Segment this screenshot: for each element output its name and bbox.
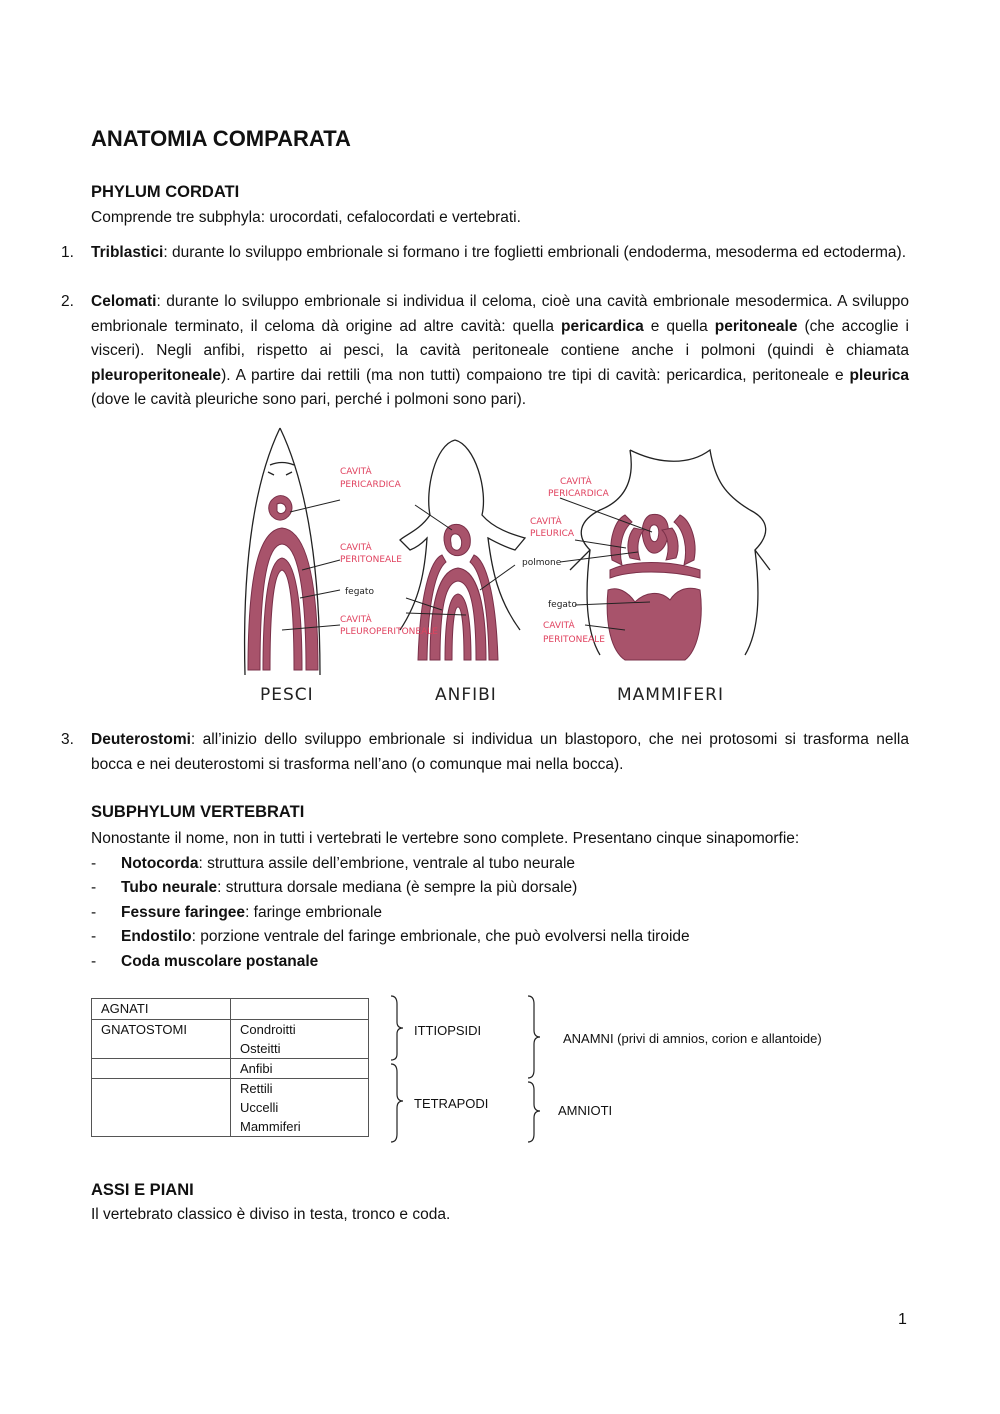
bullet-dash: -: [91, 904, 97, 921]
table-row: [92, 1079, 369, 1137]
label-cavita: CAVITÀ: [340, 543, 372, 553]
label-pleurica: PLEURICA: [530, 529, 575, 539]
list-item-deuterostomi: [61, 728, 909, 777]
term-endostilo: Endostilo: [121, 928, 192, 945]
label-fegato: fegato: [345, 587, 374, 597]
section-heading-assi-e-piani: ASSI E PIANI: [91, 1181, 194, 1199]
table-row: [92, 1059, 369, 1079]
table-cell: [231, 1020, 369, 1059]
item-text: e quella: [643, 317, 715, 335]
label-peritoneale: PERITONEALE: [340, 555, 402, 565]
label-anfibi: ANFIBI: [435, 685, 497, 705]
page-number: 1: [898, 1311, 907, 1328]
brace-ittiopsidi: [391, 996, 403, 1060]
item-text: (dove le cavità pleuriche sono pari, perché i polmoni sono pari).: [91, 391, 527, 408]
table-row: [92, 1020, 369, 1059]
label-fegato: fegato: [548, 600, 577, 610]
item-text: : durante lo sviluppo embrionale si individua il celoma, cioè una cavità embrionale mesodermica. A sviluppo embrionale terminato, il celoma dà origine ad altre cavità: quella: [91, 293, 909, 335]
term-notocorda: Notocorda: [121, 855, 199, 872]
label-pesci: PESCI: [260, 685, 314, 705]
page-title: ANATOMIA COMPARATA: [91, 126, 351, 151]
label-polmone: polmone: [522, 558, 562, 568]
label-pericardica: PERICARDICA: [548, 489, 609, 499]
section-heading-phylum-cordati: PHYLUM CORDATI: [91, 183, 240, 201]
cell-line: Osteitti: [240, 1041, 281, 1056]
table-cell: Anfibi: [231, 1059, 369, 1079]
amphibian-lung: [445, 594, 471, 660]
label-cavita: CAVITÀ: [340, 467, 372, 477]
leader-line: [290, 500, 340, 512]
term-peritoneale: peritoneale: [714, 317, 798, 335]
label-anamni: ANAMNI (privi di amnios, corion e allantoide): [563, 1031, 822, 1046]
item-number: 2.: [61, 293, 74, 310]
item-number: 1.: [61, 244, 74, 261]
table-cell: [231, 1079, 369, 1137]
bullet-text: : porzione ventrale del faringe embrionale, che può evolversi nella tiroide: [191, 928, 690, 945]
coelom-cavities-figure: [230, 420, 790, 710]
label-ittiopsidi: ITTIOPSIDI: [414, 1023, 482, 1038]
fish-peritoneal-inner: [263, 558, 302, 670]
bullet-text: : struttura dorsale mediana (è sempre la più dorsale): [217, 879, 578, 896]
term-triblastici: Triblastici: [91, 244, 164, 261]
fish-eye-right: [286, 472, 292, 475]
fish-pericardial-cavity: [269, 496, 292, 520]
vertebrati-intro: Nonostante il nome, non in tutti i vertebrati le vertebre sono complete. Presentano cinque sinapomorfie:: [91, 830, 800, 847]
leader-line: [560, 498, 652, 532]
section-heading-subphylum-vertebrati: SUBPHYLUM VERTEBRATI: [91, 803, 305, 821]
cell-line: Uccelli: [240, 1100, 279, 1115]
item-text: : all’inizio dello sviluppo embrionale si individua un blastoporo, che nei protosomi si trasforma nella bocca e nei deuterostomi si trasforma nell’ano (o comunque mai nella bocca).: [91, 731, 909, 773]
label-peritoneale: PERITONEALE: [543, 635, 605, 645]
bullet-text: : faringe embrionale: [245, 904, 383, 921]
classification-braces: [385, 994, 555, 1146]
term-deuterostomi: Deuterostomi: [91, 731, 191, 748]
label-pericardica: PERICARDICA: [340, 480, 401, 490]
bullet-text: : struttura assile dell’embrione, ventrale al tubo neurale: [198, 855, 576, 872]
table-cell: GNATOSTOMI: [92, 1020, 231, 1059]
label-cavita: CAVITÀ: [543, 621, 575, 631]
term-fessure-faringee: Fessure faringee: [121, 904, 246, 921]
bullet-dash: -: [91, 953, 97, 970]
label-cavita: CAVITÀ: [560, 477, 592, 487]
term-coda-muscolare: Coda muscolare postanale: [121, 953, 319, 970]
amphibian-pericardial-cavity: [444, 524, 470, 555]
mammal-peritoneal-cavity: [607, 588, 701, 660]
label-tetrapodi: TETRAPODI: [414, 1096, 489, 1111]
term-celomati: Celomati: [91, 293, 157, 310]
brace-anamni: [528, 996, 540, 1078]
table-cell: AGNATI: [92, 999, 231, 1020]
item-text: : durante lo sviluppo embrionale si formano i tre foglietti embrionali (endoderma, mesoderma ed ectoderma).: [163, 244, 907, 261]
classification-table: [91, 998, 369, 1137]
list-item-triblastici: [61, 241, 909, 266]
label-amnioti: AMNIOTI: [558, 1103, 613, 1118]
label-mammiferi: MAMMIFERI: [617, 685, 724, 705]
mammal-diaphragm: [610, 563, 700, 579]
item-text: ). A partire dai rettili (ma non tutti) compaiono tre tipi di cavità: pericardica, peritoneale e: [221, 366, 850, 384]
label-cavita: CAVITÀ: [340, 615, 372, 625]
term-pleurica: pleurica: [849, 366, 909, 384]
cell-line: Mammiferi: [240, 1119, 301, 1134]
bullet-dash: -: [91, 879, 97, 896]
fish-eye-left: [268, 472, 274, 475]
bullet-dash: -: [91, 855, 97, 872]
bullet-dash: -: [91, 928, 97, 945]
brace-tetrapodi: [391, 1064, 403, 1142]
fish-mouth: [270, 463, 294, 466]
label-cavita: CAVITÀ: [530, 517, 562, 527]
table-cell: [92, 1059, 231, 1079]
label-pleuroperitoneale: PLEUROPERITONEALE: [340, 627, 438, 637]
item-number: 3.: [61, 731, 74, 748]
term-pleuroperitoneale: pleuroperitoneale: [91, 366, 222, 384]
term-tubo-neurale: Tubo neurale: [121, 879, 218, 896]
cell-line: Condroitti: [240, 1022, 296, 1037]
table-cell: [92, 1079, 231, 1137]
leader-line: [560, 552, 638, 562]
table-cell: [231, 999, 369, 1020]
phylum-intro: Comprende tre subphyla: urocordati, cefalocordati e vertebrati.: [91, 209, 521, 226]
assi-piani-text: Il vertebrato classico è diviso in testa, tronco e coda.: [91, 1206, 451, 1223]
brace-amnioti: [528, 1082, 540, 1142]
fish-peritoneal-cavity: [248, 528, 318, 670]
item-text: (che accoglie i visceri). Negli anfibi, rispetto ai pesci, la cavità peritoneale contiene anche i polmoni (quindi è chiamata: [91, 317, 909, 359]
list-item-celomati: [61, 290, 909, 413]
table-row: [92, 999, 369, 1020]
term-pericardica: pericardica: [560, 317, 644, 335]
cell-line: Rettili: [240, 1081, 273, 1096]
